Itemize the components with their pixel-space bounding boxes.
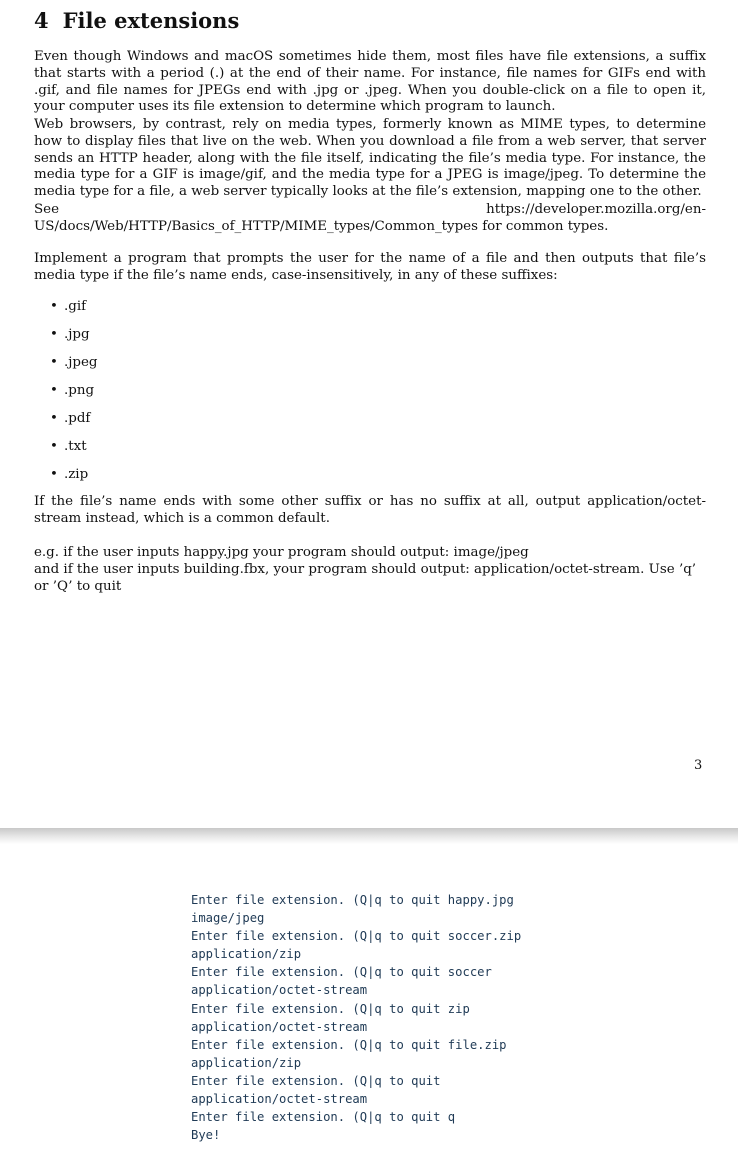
suffix-label: .zip — [64, 467, 89, 482]
list-item — [50, 377, 97, 405]
suffix-label: .png — [64, 383, 95, 398]
suffix-label: .gif — [64, 299, 87, 314]
console-line: Enter file extension. (Q|q to quit q — [191, 1110, 456, 1125]
bullet-icon: • — [50, 439, 58, 454]
example-paragraph — [34, 545, 706, 595]
console-line: Bye! — [191, 1128, 221, 1143]
console-line: Enter file extension. (Q|q to quit happy.jpg — [191, 893, 514, 907]
console-line: application/zip — [191, 947, 302, 962]
list-item — [50, 349, 97, 377]
bullet-icon: • — [50, 299, 58, 314]
reference-paragraph: See https://developer.mozilla.org/en-US/docs/Web/HTTP/Basics_of_HTTP/MIME_types/Common_types for common types. — [34, 202, 706, 234]
bullet-icon: • — [50, 355, 58, 370]
section-heading — [34, 8, 239, 33]
default-paragraph: If the file’s name ends with some other suffix or has no suffix at all, output application/octet-stream instead, which is a common default. — [34, 494, 706, 526]
console-line: Enter file extension. (Q|q to quit soccer — [191, 965, 492, 980]
console-output-panel — [0, 844, 738, 1151]
bullet-icon: • — [50, 411, 58, 426]
suffix-label: .txt — [64, 439, 87, 454]
console-line: application/zip — [191, 1055, 302, 1070]
console-line: image/jpeg — [191, 911, 265, 926]
list-item — [50, 433, 97, 461]
section-number: 4 — [34, 8, 49, 33]
console-line: application/octet-stream — [191, 1019, 368, 1034]
suffix-list — [50, 293, 97, 489]
suffix-label: .jpg — [64, 327, 90, 342]
list-item — [50, 293, 97, 321]
console-line: Enter file extension. (Q|q to quit soccer.zip — [191, 929, 522, 944]
suffix-label: .jpeg — [64, 355, 98, 370]
task-paragraph: Implement a program that prompts the user for the name of a file and then outputs that file’s media type if the file’s name ends, case-insensitively, in any of these suffixes: — [34, 251, 706, 283]
console-lines — [191, 891, 521, 1144]
console-line: Enter file extension. (Q|q to quit file.zip — [191, 1037, 507, 1052]
page-divider — [0, 828, 738, 844]
section-title: File extensions — [62, 8, 240, 33]
list-item — [50, 405, 97, 433]
bullet-icon: • — [50, 383, 58, 398]
console-line: Enter file extension. (Q|q to quit zip — [191, 1001, 470, 1016]
suffix-label: .pdf — [64, 411, 91, 426]
example-line-1: e.g. if the user inputs happy.jpg your program should output: image/jpeg — [34, 545, 529, 560]
console-line: Enter file extension. (Q|q to quit — [191, 1073, 441, 1088]
bullet-icon: • — [50, 327, 58, 342]
page-number: 3 — [694, 758, 703, 773]
browsers-paragraph: Web browsers, by contrast, rely on media types, formerly known as MIME types, to determine how to display files that live on the web. When you download a file from a web server, that server sends an HTTP header, along with the file itself, indicating the file’s media type. For instance, the media type for a GIF is image/gif, and the media type for a JPEG is image/jpeg. To determine the media type for a file, a web server typically looks at the file’s extension, mapping one to the other. — [34, 117, 706, 200]
console-line: application/octet-stream — [191, 1092, 368, 1107]
bullet-icon: • — [50, 467, 58, 482]
console-line: application/octet-stream — [191, 983, 368, 998]
example-line-2: and if the user inputs building.fbx, your program should output: application/octet-stream. Use ’q’ or ’Q’ to quit — [34, 561, 697, 594]
intro-paragraph: Even though Windows and macOS sometimes hide them, most files have file extensions, a suffix that starts with a period (.) at the end of their name. For instance, file names for GIFs end with .gif, and file names for JPEGs end with .jpg or .jpeg. When you double-click on a file to open it, your computer uses its file extension to determine which program to launch. — [34, 49, 706, 115]
list-item — [50, 321, 97, 349]
list-item — [50, 461, 97, 489]
